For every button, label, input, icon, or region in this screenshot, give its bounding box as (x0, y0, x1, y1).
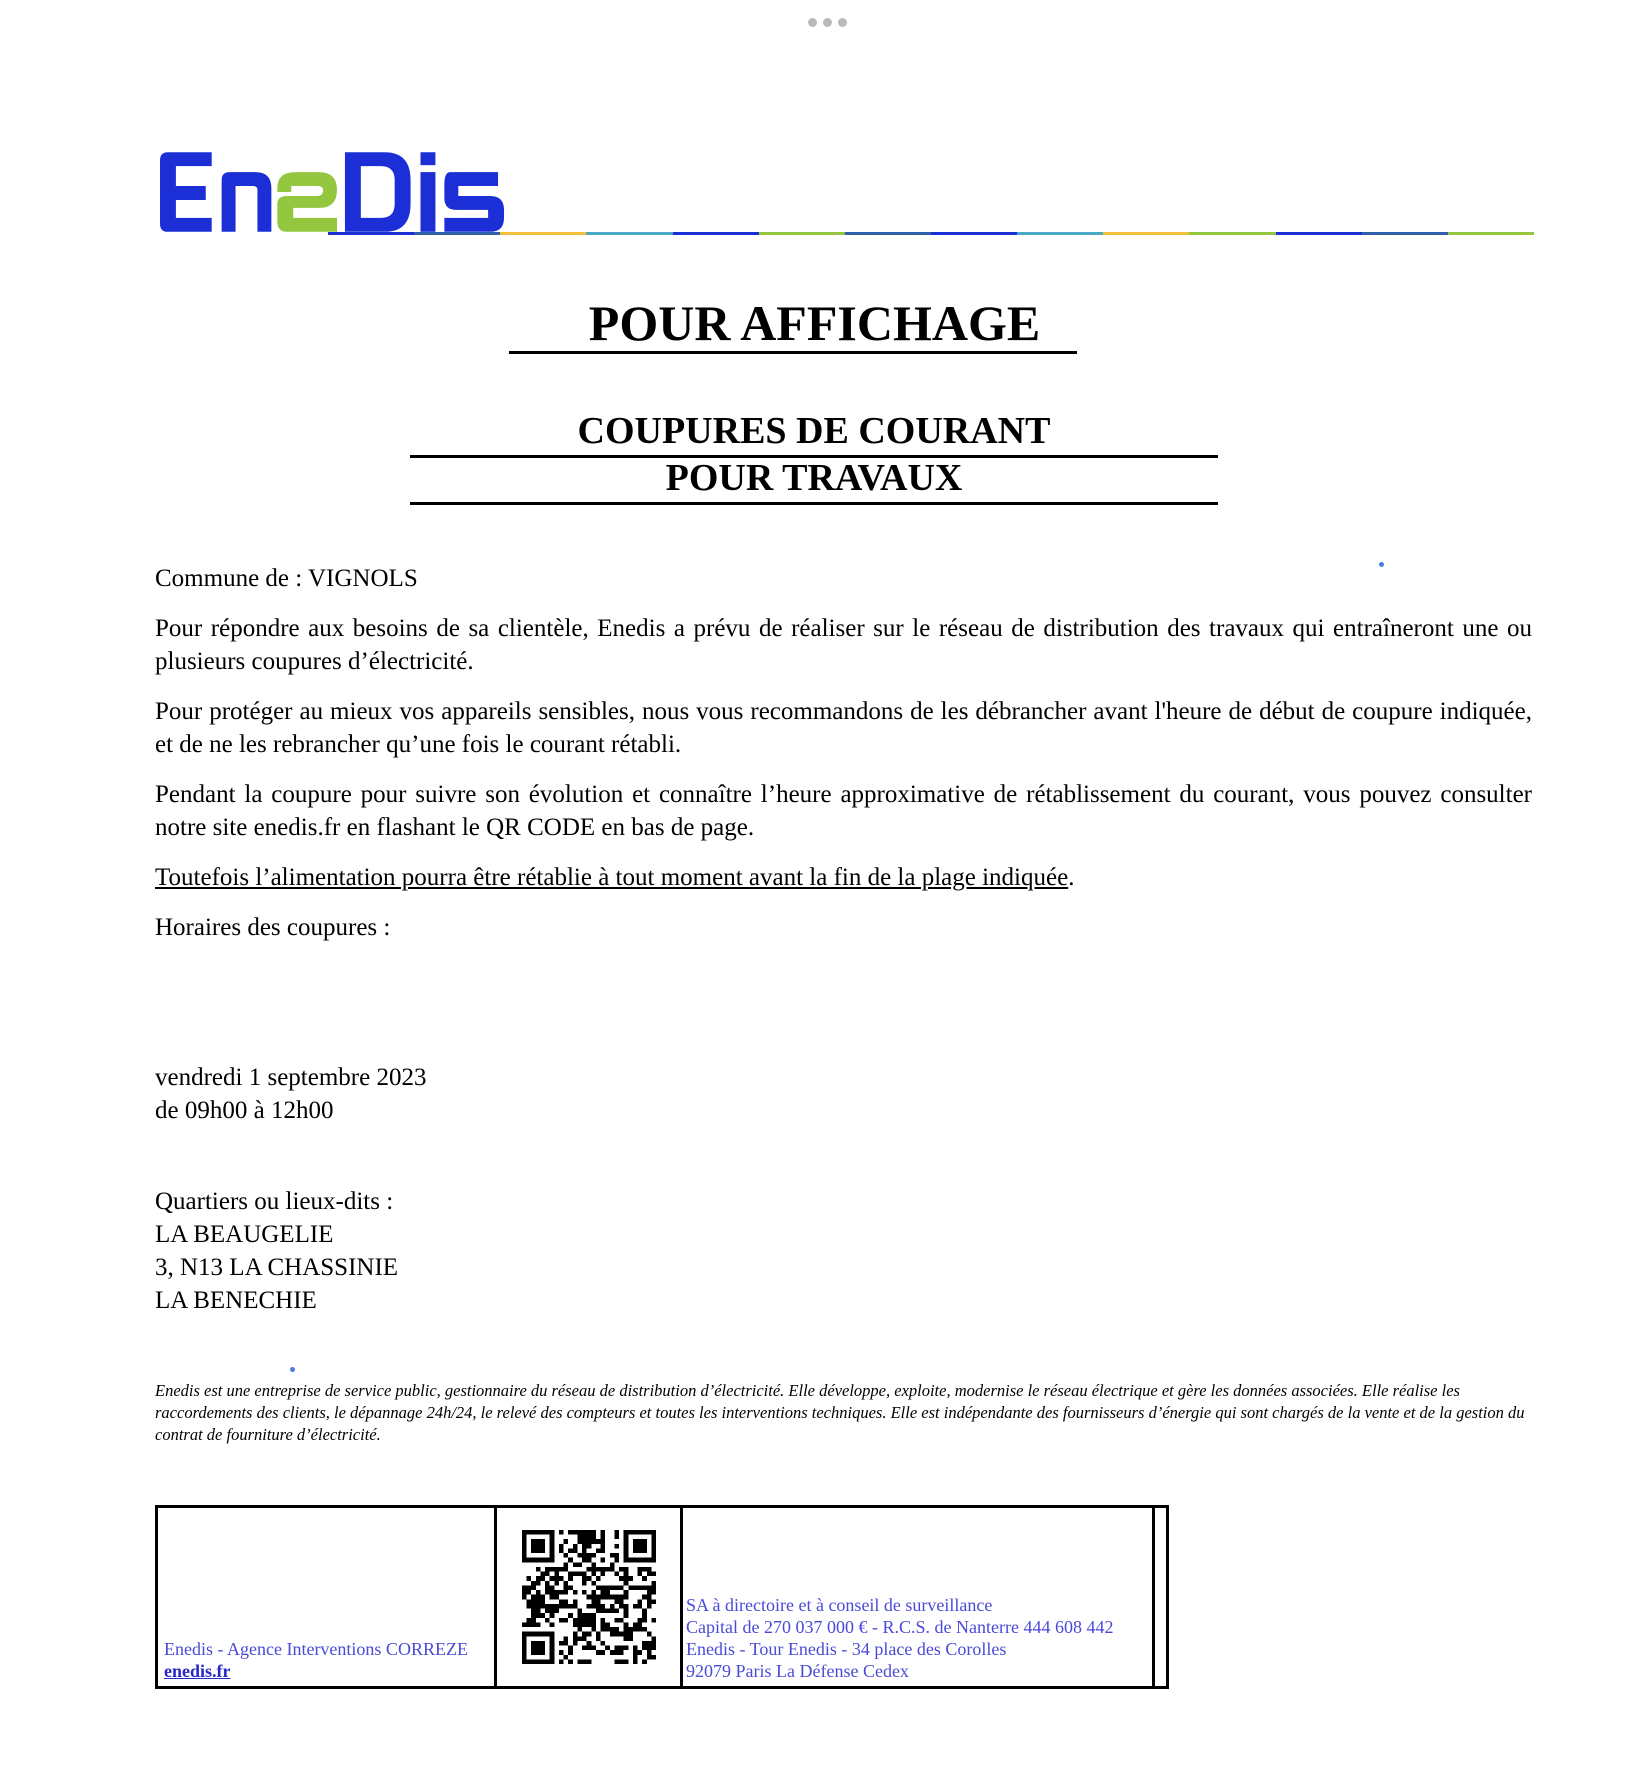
lieu-item: LA BEAUGELIE (155, 1221, 334, 1248)
quartiers-label: Quartiers ou lieux-dits : (155, 1188, 394, 1215)
footer-table (155, 1505, 1169, 1689)
subtitle-line-1: COUPURES DE COURANT (577, 410, 1051, 452)
qr-code-icon[interactable] (522, 1530, 656, 1664)
rule-segment (1362, 232, 1448, 235)
footer-legal-line: SA à directoire et à conseil de surveillance (686, 1595, 993, 1615)
horaires-label: Horaires des coupures : (155, 914, 391, 941)
outage-date: vendredi 1 septembre 2023 (155, 1064, 427, 1091)
rule-segment (586, 232, 672, 235)
footer-agency: Enedis - Agence Interventions CORREZE (164, 1639, 468, 1659)
cursor-dot (290, 1367, 295, 1372)
lieu-item: 3, N13 LA CHASSINIE (155, 1254, 399, 1281)
rule-segment (1017, 232, 1103, 235)
footer-legal-line: Capital de 270 037 000 € - R.C.S. de Nanterre 444 608 442 (686, 1617, 1114, 1637)
footer-legal-block (686, 1594, 1113, 1682)
footer-cell-separator (680, 1508, 683, 1686)
paragraph-3-text: Pendant la coupure pour suivre son évolution et connaître l’heure approximative de rétablissement du courant, vous pouvez consulter notre site enedis.fr en flashant le QR CODE en bas de page. (155, 781, 1532, 841)
subtitle-line-2: POUR TRAVAUX (665, 457, 963, 499)
paragraph-4 (155, 861, 1532, 894)
rule-segment (1448, 232, 1534, 235)
rule-segment (1103, 232, 1189, 235)
rule-segment (1276, 232, 1362, 235)
footer-cell-separator (1152, 1508, 1155, 1686)
paragraph-4-underlined: Toutefois l’alimentation pourra être rétablie à tout moment avant la fin de la plage indiquée (155, 864, 1069, 891)
rule-segment (931, 232, 1017, 235)
paragraph-2-text: Pour protéger au mieux vos appareils sensibles, nous vous recommandons de les débrancher avant l'heure de début de coupure indiquée, et de ne les rebrancher qu’une fois le courant rétabli. (155, 698, 1532, 758)
rule-segment (1189, 232, 1275, 235)
paragraph-4-period: . (1068, 864, 1075, 891)
rule-segment (673, 232, 759, 235)
paragraph-2 (155, 695, 1532, 761)
enedis-logo (160, 152, 508, 236)
rule-segment (759, 232, 845, 235)
lieu-item: LA BENECHIE (155, 1287, 317, 1314)
more-options-icon[interactable] (808, 18, 847, 27)
header-color-rule (328, 232, 1534, 235)
paragraph-3 (155, 778, 1532, 844)
subtitle-underline-2 (410, 502, 1218, 505)
paragraph-1 (155, 612, 1532, 678)
rule-segment (500, 232, 586, 235)
commune-line: Commune de : VIGNOLS (155, 565, 418, 592)
company-footnote: Enedis est une entreprise de service public, gestionnaire du réseau de distribution d’électricité. Elle développe, exploite, modernise le réseau électrique et gère les données associées. Elle réalise les raccordements des clients, le dépannage 24h/24, le relevé des compteurs et toutes les interventions techniques. Elle est indépendante des fournisseurs d’énergie qui sont chargés de la vente et de la gestion du contrat de fourniture d’électricité. (155, 1381, 1525, 1444)
footer-cell-separator (494, 1508, 497, 1686)
rule-segment (328, 232, 414, 235)
rule-segment (845, 232, 931, 235)
title-underline (509, 351, 1077, 354)
page-title: POUR AFFICHAGE (588, 295, 1041, 351)
footer-legal-line: 92079 Paris La Défense Cedex (686, 1661, 909, 1681)
paragraph-1-text: Pour répondre aux besoins de sa clientèle, Enedis a prévu de réaliser sur le réseau de distribution des travaux qui entraîneront une ou plusieurs coupures d’électricité. (155, 615, 1532, 675)
enedis-website-link[interactable]: enedis.fr (164, 1661, 231, 1681)
footer-agency-block (164, 1638, 468, 1682)
rule-segment (414, 232, 500, 235)
footer-legal-line: Enedis - Tour Enedis - 34 place des Corolles (686, 1639, 1007, 1659)
outage-time: de 09h00 à 12h00 (155, 1097, 334, 1124)
